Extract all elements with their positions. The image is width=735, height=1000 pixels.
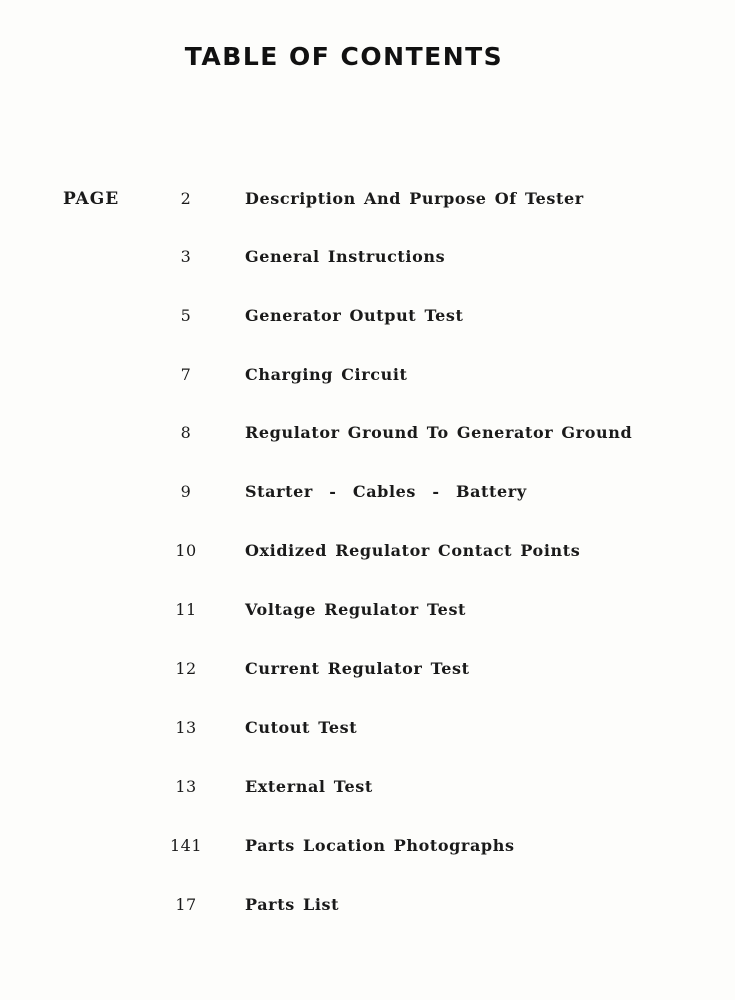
toc-page-number: 5 — [180, 306, 192, 325]
toc-row — [0, 836, 735, 860]
toc-row — [0, 306, 735, 330]
toc-row — [0, 189, 735, 213]
toc-row — [0, 659, 735, 683]
toc-entry-title: External Test — [245, 777, 373, 796]
toc-page-number: 3 — [180, 247, 192, 266]
toc-entry-title: Generator Output Test — [245, 306, 464, 325]
toc-page-number: 2 — [180, 189, 192, 208]
toc-page-number: 7 — [180, 365, 192, 384]
toc-entry-title: Description And Purpose Of Tester — [245, 189, 584, 208]
page-column-label: PAGE — [63, 189, 120, 209]
toc-row — [0, 777, 735, 801]
toc-entry-title: Parts List — [245, 895, 340, 914]
toc-entry-title: General Instructions — [245, 247, 446, 266]
toc-row — [0, 718, 735, 742]
toc-row — [0, 541, 735, 565]
toc-row — [0, 895, 735, 919]
toc-page-number: 11 — [175, 600, 197, 619]
toc-row — [0, 247, 735, 271]
toc-page-number: 9 — [180, 482, 192, 501]
toc-page-number: 12 — [175, 659, 197, 678]
toc-page-number: 141 — [169, 836, 203, 855]
toc-row — [0, 600, 735, 624]
toc-row — [0, 423, 735, 447]
toc-entry-title: Parts Location Photographs — [245, 836, 515, 855]
toc-entry-title: Regulator Ground To Generator Ground — [245, 423, 633, 442]
page-title: TABLE OF CONTENTS — [184, 42, 504, 71]
toc-entry-title: Charging Circuit — [245, 365, 408, 384]
toc-entry-title: Oxidized Regulator Contact Points — [245, 541, 581, 560]
toc-page-number: 10 — [175, 541, 197, 560]
toc-entry-title: Current Regulator Test — [245, 659, 470, 678]
toc-entry-title: Starter - Cables - Battery — [245, 482, 527, 501]
toc-page-number: 13 — [175, 777, 197, 796]
toc-page-number: 13 — [175, 718, 197, 737]
toc-entry-title: Voltage Regulator Test — [245, 600, 467, 619]
toc-entry-title: Cutout Test — [245, 718, 358, 737]
toc-page-number: 8 — [180, 423, 192, 442]
toc-row — [0, 482, 735, 506]
toc-page-number: 17 — [175, 895, 197, 914]
toc-row — [0, 365, 735, 389]
